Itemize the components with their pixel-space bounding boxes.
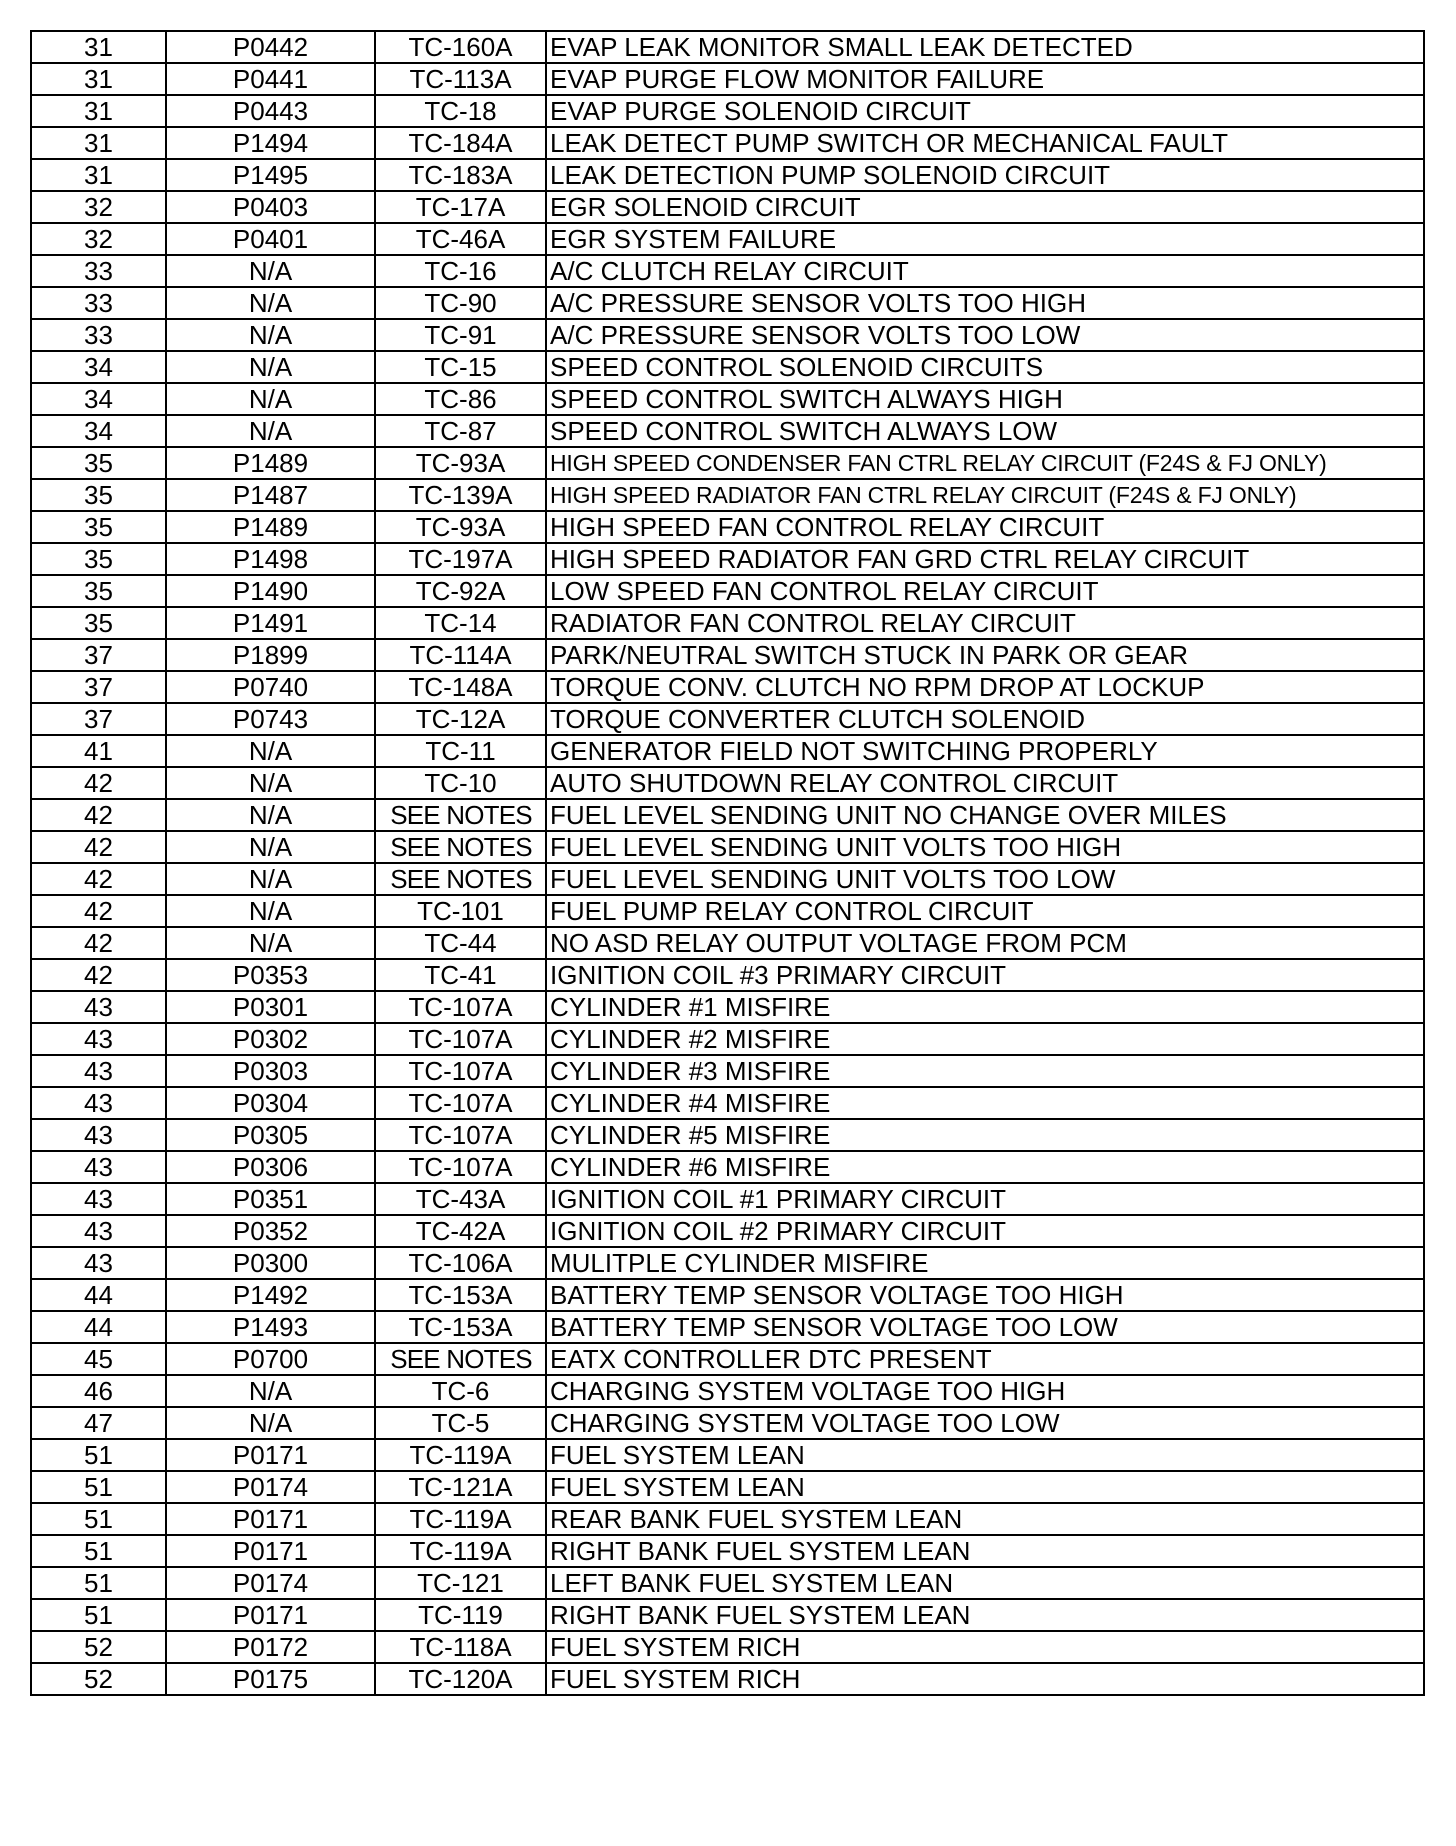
tc-code-cell: TC-121: [375, 1567, 546, 1599]
obd-code-cell: P1495: [166, 159, 375, 191]
flash-code-cell: 43: [31, 1119, 166, 1151]
description-cell: SPEED CONTROL SWITCH ALWAYS LOW: [546, 415, 1424, 447]
obd-code-cell: P0441: [166, 63, 375, 95]
tc-code-cell: TC-17A: [375, 191, 546, 223]
obd-code-cell: N/A: [166, 927, 375, 959]
description-cell: A/C PRESSURE SENSOR VOLTS TOO LOW: [546, 319, 1424, 351]
tc-code-cell: TC-92A: [375, 575, 546, 607]
flash-code-cell: 43: [31, 1087, 166, 1119]
flash-code-cell: 31: [31, 159, 166, 191]
tc-code-cell: TC-153A: [375, 1279, 546, 1311]
description-cell: RADIATOR FAN CONTROL RELAY CIRCUIT: [546, 607, 1424, 639]
tc-code-cell: TC-139A: [375, 479, 546, 511]
tc-code-cell: TC-118A: [375, 1631, 546, 1663]
flash-code-cell: 35: [31, 511, 166, 543]
tc-code-cell: TC-5: [375, 1407, 546, 1439]
obd-code-cell: N/A: [166, 895, 375, 927]
tc-code-cell: TC-107A: [375, 1055, 546, 1087]
obd-code-cell: P1498: [166, 543, 375, 575]
obd-code-cell: P0700: [166, 1343, 375, 1375]
obd-code-cell: N/A: [166, 351, 375, 383]
tc-code-cell: TC-42A: [375, 1215, 546, 1247]
table-row: [31, 863, 1424, 895]
document-page: [30, 30, 1423, 1696]
flash-code-cell: 47: [31, 1407, 166, 1439]
flash-code-cell: 51: [31, 1439, 166, 1471]
table-row: [31, 1407, 1424, 1439]
tc-code-cell: TC-87: [375, 415, 546, 447]
dtc-table-body: [31, 31, 1424, 1695]
obd-code-cell: P0443: [166, 95, 375, 127]
obd-code-cell: N/A: [166, 767, 375, 799]
description-cell: A/C PRESSURE SENSOR VOLTS TOO HIGH: [546, 287, 1424, 319]
tc-code-cell: TC-86: [375, 383, 546, 415]
tc-code-cell: TC-119A: [375, 1503, 546, 1535]
table-row: [31, 607, 1424, 639]
tc-code-cell: TC-113A: [375, 63, 546, 95]
flash-code-cell: 51: [31, 1599, 166, 1631]
tc-code-cell: SEE NOTES: [375, 1343, 546, 1375]
table-row: [31, 831, 1424, 863]
flash-code-cell: 34: [31, 351, 166, 383]
table-row: [31, 1055, 1424, 1087]
obd-code-cell: P0740: [166, 671, 375, 703]
flash-code-cell: 51: [31, 1471, 166, 1503]
tc-code-cell: TC-11: [375, 735, 546, 767]
tc-code-cell: TC-10: [375, 767, 546, 799]
table-row: [31, 1439, 1424, 1471]
obd-code-cell: P0172: [166, 1631, 375, 1663]
obd-code-cell: P0304: [166, 1087, 375, 1119]
table-row: [31, 1247, 1424, 1279]
obd-code-cell: N/A: [166, 319, 375, 351]
tc-code-cell: TC-18: [375, 95, 546, 127]
obd-code-cell: P0303: [166, 1055, 375, 1087]
table-row: [31, 959, 1424, 991]
obd-code-cell: P1490: [166, 575, 375, 607]
flash-code-cell: 43: [31, 1023, 166, 1055]
description-cell: MULITPLE CYLINDER MISFIRE: [546, 1247, 1424, 1279]
flash-code-cell: 45: [31, 1343, 166, 1375]
description-cell: EVAP PURGE SOLENOID CIRCUIT: [546, 95, 1424, 127]
tc-code-cell: TC-148A: [375, 671, 546, 703]
obd-code-cell: N/A: [166, 799, 375, 831]
flash-code-cell: 43: [31, 1151, 166, 1183]
obd-code-cell: P0171: [166, 1535, 375, 1567]
table-row: [31, 31, 1424, 63]
description-cell: HIGH SPEED FAN CONTROL RELAY CIRCUIT: [546, 511, 1424, 543]
flash-code-cell: 42: [31, 863, 166, 895]
flash-code-cell: 32: [31, 223, 166, 255]
obd-code-cell: N/A: [166, 863, 375, 895]
flash-code-cell: 52: [31, 1663, 166, 1695]
table-row: [31, 1183, 1424, 1215]
flash-code-cell: 37: [31, 703, 166, 735]
table-row: [31, 703, 1424, 735]
flash-code-cell: 33: [31, 319, 166, 351]
flash-code-cell: 33: [31, 287, 166, 319]
tc-code-cell: TC-41: [375, 959, 546, 991]
flash-code-cell: 31: [31, 31, 166, 63]
description-cell: IGNITION COIL #3 PRIMARY CIRCUIT: [546, 959, 1424, 991]
table-row: [31, 159, 1424, 191]
obd-code-cell: N/A: [166, 1375, 375, 1407]
flash-code-cell: 42: [31, 895, 166, 927]
tc-code-cell: TC-184A: [375, 127, 546, 159]
table-row: [31, 255, 1424, 287]
tc-code-cell: SEE NOTES: [375, 863, 546, 895]
flash-code-cell: 52: [31, 1631, 166, 1663]
obd-code-cell: P0171: [166, 1439, 375, 1471]
obd-code-cell: P0302: [166, 1023, 375, 1055]
description-cell: CYLINDER #6 MISFIRE: [546, 1151, 1424, 1183]
tc-code-cell: SEE NOTES: [375, 831, 546, 863]
description-cell: RIGHT BANK FUEL SYSTEM LEAN: [546, 1535, 1424, 1567]
description-cell: CYLINDER #1 MISFIRE: [546, 991, 1424, 1023]
flash-code-cell: 44: [31, 1279, 166, 1311]
flash-code-cell: 43: [31, 1247, 166, 1279]
table-row: [31, 767, 1424, 799]
description-cell: FUEL SYSTEM LEAN: [546, 1471, 1424, 1503]
description-cell: HIGH SPEED RADIATOR FAN CTRL RELAY CIRCUIT (F24S & FJ ONLY): [546, 479, 1424, 511]
description-cell: HIGH SPEED RADIATOR FAN GRD CTRL RELAY CIRCUIT: [546, 543, 1424, 575]
tc-code-cell: TC-197A: [375, 543, 546, 575]
flash-code-cell: 31: [31, 95, 166, 127]
flash-code-cell: 31: [31, 127, 166, 159]
tc-code-cell: TC-121A: [375, 1471, 546, 1503]
description-cell: PARK/NEUTRAL SWITCH STUCK IN PARK OR GEAR: [546, 639, 1424, 671]
table-row: [31, 1471, 1424, 1503]
description-cell: FUEL SYSTEM RICH: [546, 1663, 1424, 1695]
flash-code-cell: 51: [31, 1567, 166, 1599]
obd-code-cell: P0174: [166, 1471, 375, 1503]
description-cell: FUEL PUMP RELAY CONTROL CIRCUIT: [546, 895, 1424, 927]
obd-code-cell: P0743: [166, 703, 375, 735]
description-cell: IGNITION COIL #1 PRIMARY CIRCUIT: [546, 1183, 1424, 1215]
obd-code-cell: P0301: [166, 991, 375, 1023]
tc-code-cell: TC-107A: [375, 1023, 546, 1055]
tc-code-cell: TC-107A: [375, 991, 546, 1023]
table-row: [31, 639, 1424, 671]
obd-code-cell: N/A: [166, 1407, 375, 1439]
table-row: [31, 1023, 1424, 1055]
description-cell: EATX CONTROLLER DTC PRESENT: [546, 1343, 1424, 1375]
dtc-table: [30, 30, 1425, 1696]
flash-code-cell: 41: [31, 735, 166, 767]
table-row: [31, 1215, 1424, 1247]
obd-code-cell: P1489: [166, 511, 375, 543]
table-row: [31, 383, 1424, 415]
flash-code-cell: 35: [31, 543, 166, 575]
table-row: [31, 1567, 1424, 1599]
description-cell: FUEL LEVEL SENDING UNIT VOLTS TOO LOW: [546, 863, 1424, 895]
obd-code-cell: P0351: [166, 1183, 375, 1215]
description-cell: FUEL LEVEL SENDING UNIT NO CHANGE OVER MILES: [546, 799, 1424, 831]
obd-code-cell: P0174: [166, 1567, 375, 1599]
obd-code-cell: N/A: [166, 735, 375, 767]
table-row: [31, 127, 1424, 159]
description-cell: FUEL LEVEL SENDING UNIT VOLTS TOO HIGH: [546, 831, 1424, 863]
flash-code-cell: 37: [31, 639, 166, 671]
obd-code-cell: N/A: [166, 287, 375, 319]
table-row: [31, 575, 1424, 607]
description-cell: CHARGING SYSTEM VOLTAGE TOO LOW: [546, 1407, 1424, 1439]
table-row: [31, 1663, 1424, 1695]
table-row: [31, 223, 1424, 255]
flash-code-cell: 42: [31, 959, 166, 991]
table-row: [31, 287, 1424, 319]
table-row: [31, 991, 1424, 1023]
table-row: [31, 799, 1424, 831]
tc-code-cell: TC-183A: [375, 159, 546, 191]
table-row: [31, 1631, 1424, 1663]
description-cell: CYLINDER #5 MISFIRE: [546, 1119, 1424, 1151]
description-cell: LEAK DETECT PUMP SWITCH OR MECHANICAL FAULT: [546, 127, 1424, 159]
description-cell: EVAP LEAK MONITOR SMALL LEAK DETECTED: [546, 31, 1424, 63]
table-row: [31, 63, 1424, 95]
obd-code-cell: P0300: [166, 1247, 375, 1279]
flash-code-cell: 43: [31, 991, 166, 1023]
obd-code-cell: N/A: [166, 415, 375, 447]
description-cell: GENERATOR FIELD NOT SWITCHING PROPERLY: [546, 735, 1424, 767]
tc-code-cell: TC-119: [375, 1599, 546, 1631]
flash-code-cell: 34: [31, 383, 166, 415]
table-row: [31, 1311, 1424, 1343]
table-row: [31, 1535, 1424, 1567]
description-cell: TORQUE CONV. CLUTCH NO RPM DROP AT LOCKUP: [546, 671, 1424, 703]
description-cell: FUEL SYSTEM LEAN: [546, 1439, 1424, 1471]
obd-code-cell: P0403: [166, 191, 375, 223]
tc-code-cell: TC-91: [375, 319, 546, 351]
table-row: [31, 1375, 1424, 1407]
flash-code-cell: 42: [31, 767, 166, 799]
description-cell: NO ASD RELAY OUTPUT VOLTAGE FROM PCM: [546, 927, 1424, 959]
table-row: [31, 351, 1424, 383]
obd-code-cell: P0305: [166, 1119, 375, 1151]
tc-code-cell: TC-90: [375, 287, 546, 319]
obd-code-cell: P0171: [166, 1503, 375, 1535]
flash-code-cell: 37: [31, 671, 166, 703]
flash-code-cell: 43: [31, 1055, 166, 1087]
flash-code-cell: 42: [31, 831, 166, 863]
tc-code-cell: TC-120A: [375, 1663, 546, 1695]
flash-code-cell: 35: [31, 479, 166, 511]
table-row: [31, 319, 1424, 351]
description-cell: HIGH SPEED CONDENSER FAN CTRL RELAY CIRCUIT (F24S & FJ ONLY): [546, 447, 1424, 479]
obd-code-cell: P1494: [166, 127, 375, 159]
tc-code-cell: TC-160A: [375, 31, 546, 63]
obd-code-cell: N/A: [166, 255, 375, 287]
flash-code-cell: 51: [31, 1535, 166, 1567]
flash-code-cell: 44: [31, 1311, 166, 1343]
table-row: [31, 895, 1424, 927]
table-row: [31, 1087, 1424, 1119]
table-row: [31, 1599, 1424, 1631]
flash-code-cell: 43: [31, 1183, 166, 1215]
flash-code-cell: 35: [31, 607, 166, 639]
description-cell: SPEED CONTROL SWITCH ALWAYS HIGH: [546, 383, 1424, 415]
obd-code-cell: N/A: [166, 383, 375, 415]
tc-code-cell: TC-43A: [375, 1183, 546, 1215]
table-row: [31, 1343, 1424, 1375]
flash-code-cell: 42: [31, 799, 166, 831]
table-row: [31, 1503, 1424, 1535]
table-row: [31, 191, 1424, 223]
description-cell: FUEL SYSTEM RICH: [546, 1631, 1424, 1663]
obd-code-cell: P0171: [166, 1599, 375, 1631]
description-cell: A/C CLUTCH RELAY CIRCUIT: [546, 255, 1424, 287]
flash-code-cell: 35: [31, 575, 166, 607]
obd-code-cell: P1491: [166, 607, 375, 639]
obd-code-cell: P0352: [166, 1215, 375, 1247]
flash-code-cell: 31: [31, 63, 166, 95]
table-row: [31, 543, 1424, 575]
tc-code-cell: TC-12A: [375, 703, 546, 735]
obd-code-cell: P1492: [166, 1279, 375, 1311]
table-row: [31, 927, 1424, 959]
tc-code-cell: TC-15: [375, 351, 546, 383]
table-row: [31, 1151, 1424, 1183]
tc-code-cell: TC-93A: [375, 511, 546, 543]
obd-code-cell: P1489: [166, 447, 375, 479]
flash-code-cell: 42: [31, 927, 166, 959]
obd-code-cell: N/A: [166, 831, 375, 863]
description-cell: EGR SYSTEM FAILURE: [546, 223, 1424, 255]
tc-code-cell: TC-101: [375, 895, 546, 927]
obd-code-cell: P0175: [166, 1663, 375, 1695]
tc-code-cell: TC-106A: [375, 1247, 546, 1279]
tc-code-cell: TC-153A: [375, 1311, 546, 1343]
obd-code-cell: P0306: [166, 1151, 375, 1183]
table-row: [31, 735, 1424, 767]
table-row: [31, 479, 1424, 511]
description-cell: CYLINDER #4 MISFIRE: [546, 1087, 1424, 1119]
tc-code-cell: TC-107A: [375, 1119, 546, 1151]
flash-code-cell: 35: [31, 447, 166, 479]
tc-code-cell: TC-93A: [375, 447, 546, 479]
description-cell: CYLINDER #3 MISFIRE: [546, 1055, 1424, 1087]
tc-code-cell: TC-44: [375, 927, 546, 959]
tc-code-cell: TC-46A: [375, 223, 546, 255]
tc-code-cell: SEE NOTES: [375, 799, 546, 831]
description-cell: CYLINDER #2 MISFIRE: [546, 1023, 1424, 1055]
flash-code-cell: 51: [31, 1503, 166, 1535]
obd-code-cell: P0442: [166, 31, 375, 63]
tc-code-cell: TC-119A: [375, 1439, 546, 1471]
obd-code-cell: P0401: [166, 223, 375, 255]
table-row: [31, 95, 1424, 127]
description-cell: LOW SPEED FAN CONTROL RELAY CIRCUIT: [546, 575, 1424, 607]
table-row: [31, 415, 1424, 447]
description-cell: AUTO SHUTDOWN RELAY CONTROL CIRCUIT: [546, 767, 1424, 799]
description-cell: SPEED CONTROL SOLENOID CIRCUITS: [546, 351, 1424, 383]
description-cell: LEFT BANK FUEL SYSTEM LEAN: [546, 1567, 1424, 1599]
tc-code-cell: TC-14: [375, 607, 546, 639]
table-row: [31, 671, 1424, 703]
flash-code-cell: 34: [31, 415, 166, 447]
obd-code-cell: P1487: [166, 479, 375, 511]
flash-code-cell: 46: [31, 1375, 166, 1407]
tc-code-cell: TC-107A: [375, 1151, 546, 1183]
obd-code-cell: P1899: [166, 639, 375, 671]
description-cell: RIGHT BANK FUEL SYSTEM LEAN: [546, 1599, 1424, 1631]
description-cell: LEAK DETECTION PUMP SOLENOID CIRCUIT: [546, 159, 1424, 191]
table-row: [31, 447, 1424, 479]
tc-code-cell: TC-119A: [375, 1535, 546, 1567]
flash-code-cell: 33: [31, 255, 166, 287]
table-row: [31, 1279, 1424, 1311]
obd-code-cell: P0353: [166, 959, 375, 991]
tc-code-cell: TC-114A: [375, 639, 546, 671]
description-cell: BATTERY TEMP SENSOR VOLTAGE TOO LOW: [546, 1311, 1424, 1343]
description-cell: IGNITION COIL #2 PRIMARY CIRCUIT: [546, 1215, 1424, 1247]
description-cell: CHARGING SYSTEM VOLTAGE TOO HIGH: [546, 1375, 1424, 1407]
description-cell: REAR BANK FUEL SYSTEM LEAN: [546, 1503, 1424, 1535]
tc-code-cell: TC-6: [375, 1375, 546, 1407]
flash-code-cell: 32: [31, 191, 166, 223]
description-cell: EGR SOLENOID CIRCUIT: [546, 191, 1424, 223]
tc-code-cell: TC-16: [375, 255, 546, 287]
flash-code-cell: 43: [31, 1215, 166, 1247]
description-cell: EVAP PURGE FLOW MONITOR FAILURE: [546, 63, 1424, 95]
obd-code-cell: P1493: [166, 1311, 375, 1343]
description-cell: BATTERY TEMP SENSOR VOLTAGE TOO HIGH: [546, 1279, 1424, 1311]
table-row: [31, 1119, 1424, 1151]
table-row: [31, 511, 1424, 543]
tc-code-cell: TC-107A: [375, 1087, 546, 1119]
description-cell: TORQUE CONVERTER CLUTCH SOLENOID: [546, 703, 1424, 735]
